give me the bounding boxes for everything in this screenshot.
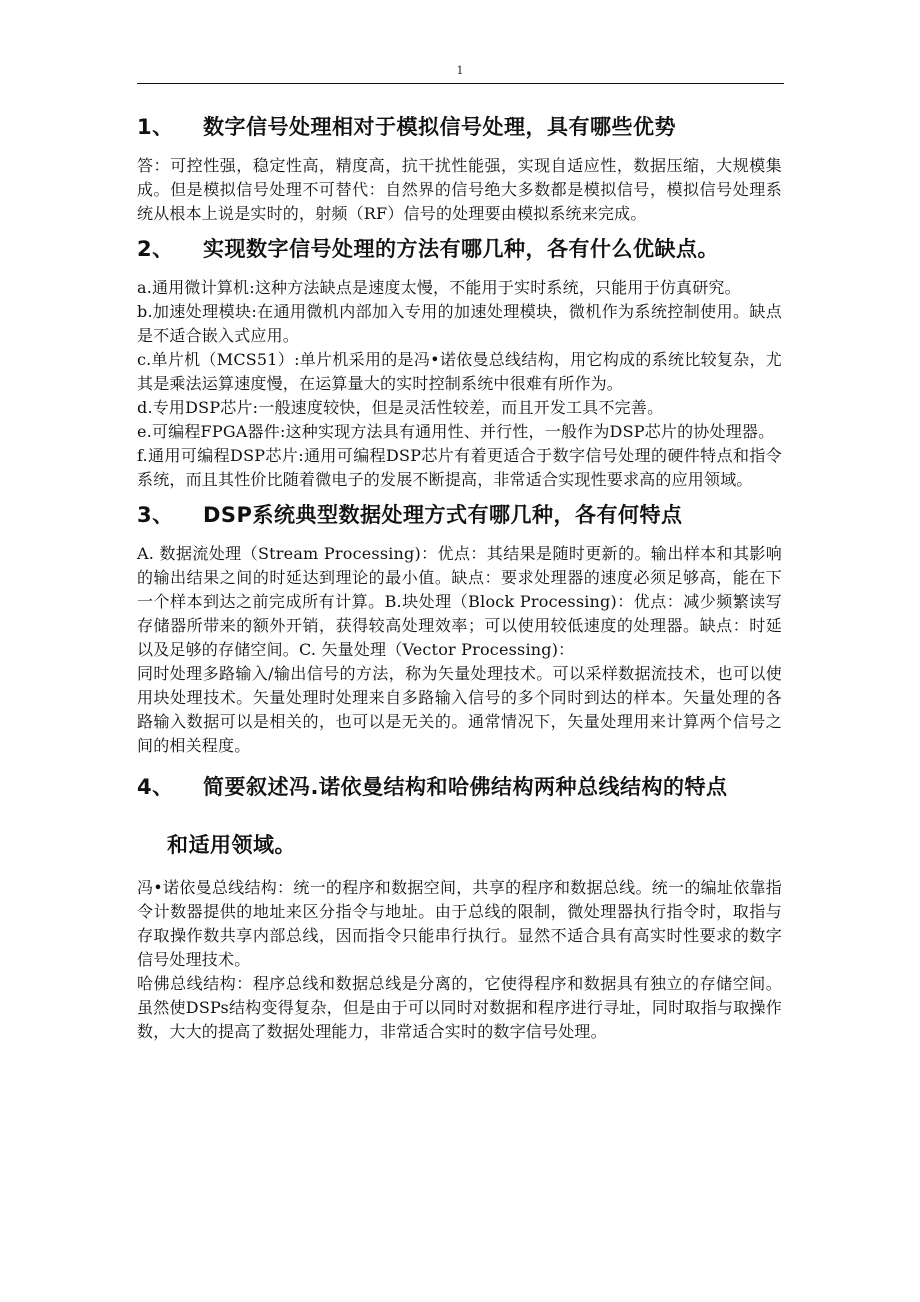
answer-paragraph: 答：可控性强，稳定性高，精度高，抗干扰性能强，实现自适应性，数据压缩，大规模集成。但是模拟信号处理不可替代：自然界的信号绝大多数都是模拟信号，模拟信号处理系统从根本上说是实时的，射频（RF）信号的处理要由模拟系统来完成。 <box>137 156 782 223</box>
question-heading-4 <box>137 758 782 874</box>
answer-paragraph: 同时处理多路输入/输出信号的方法，称为矢量处理技术。可以采样数据流技术，也可以使用块处理技术。矢量处理时处理来自多路输入信号的多个同时到达的样本。矢量处理的各路输入数据可以是相关的，也可以是无关的。通常情况下，矢量处理用来计算两个信号之间的相关程度。 <box>137 664 782 755</box>
page-number: 1 <box>456 64 464 77</box>
answer-paragraph-von-neumann: 冯•诺依曼总线结构：统一的程序和数据空间，共享的程序和数据总线。统一的编址依靠指令计数器提供的地址来区分指令与地址。由于总线的限制，微处理器执行指令时，取指与存取操作数共享内部总线，因而指令只能串行执行。显然不适合具有高实时性要求的数字信号处理技术。 <box>137 878 782 969</box>
answer-block-1 <box>137 154 782 226</box>
answer-paragraph-d: d.专用DSP芯片:一般速度较快，但是灵活性较差，而且开发工具不完善。 <box>137 398 664 417</box>
answer-paragraph: A. 数据流处理（Stream Processing)：优点：其结果是随时更新的。输出样本和其影响的输出结果之间的时延达到理论的最小值。缺点：要求处理器的速度必须足够高，能在下一个样本到达之前完成所有计算。B.块处理（Block Processing)：优点：减少频繁读写存储器所带来的额外开销，获得较高处理效率；可以使用较低速度的处理器。缺点：时延以及足够的存储空间。C. 矢量处理（Vector Processing)： <box>137 544 782 659</box>
question-title: DSP系统典型数据处理方式有哪几种，各有何特点 <box>203 503 683 527</box>
question-heading-1 <box>137 112 782 142</box>
answer-block-2 <box>137 276 782 492</box>
question-title: 数字信号处理相对于模拟信号处理，具有哪些优势 <box>203 115 676 139</box>
answer-block-4 <box>137 876 782 1044</box>
question-number: 2、 <box>137 237 174 261</box>
document-body <box>137 112 782 1052</box>
question-title-continued: 和适用领域。 <box>167 833 296 857</box>
answer-paragraph-b: b.加速处理模块:在通用微机内部加入专用的加速处理模块，微机作为系统控制使用。缺点是不适合嵌入式应用。 <box>137 302 782 345</box>
question-title: 简要叙述冯.诺依曼结构和哈佛结构两种总线结构的特点 <box>203 775 728 799</box>
answer-paragraph-a: a.通用微计算机:这种方法缺点是速度太慢，不能用于实时系统，只能用于仿真研究。 <box>137 278 741 297</box>
answer-paragraph-f: f.通用可编程DSP芯片:通用可编程DSP芯片有着更适合于数字信号处理的硬件特点和指令系统，而且其性价比随着微电子的发展不断提高，非常适合实现性要求高的应用领域。 <box>137 446 782 489</box>
answer-paragraph-c: c.单片机（MCS51）:单片机采用的是冯•诺依曼总线结构，用它构成的系统比较复杂，尤其是乘法运算速度慢，在运算量大的实时控制系统中很难有所作为。 <box>137 350 782 393</box>
question-number: 4、 <box>137 775 174 799</box>
question-number: 3、 <box>137 503 174 527</box>
question-number: 1、 <box>137 115 174 139</box>
answer-block-3 <box>137 542 782 758</box>
header-rule <box>137 83 784 84</box>
answer-paragraph-e: e.可编程FPGA器件:这种实现方法具有通用性、并行性，一般作为DSP芯片的协处理器。 <box>137 422 775 441</box>
answer-paragraph-harvard: 哈佛总线结构：程序总线和数据总线是分离的，它使得程序和数据具有独立的存储空间。虽然使DSPs结构变得复杂，但是由于可以同时对数据和程序进行寻址，同时取指与取操作数，大大的提高了数据处理能力，非常适合实时的数字信号处理。 <box>137 974 782 1041</box>
question-heading-3 <box>137 500 782 530</box>
question-title: 实现数字信号处理的方法有哪几种，各有什么优缺点。 <box>203 237 719 261</box>
question-heading-2 <box>137 234 782 264</box>
